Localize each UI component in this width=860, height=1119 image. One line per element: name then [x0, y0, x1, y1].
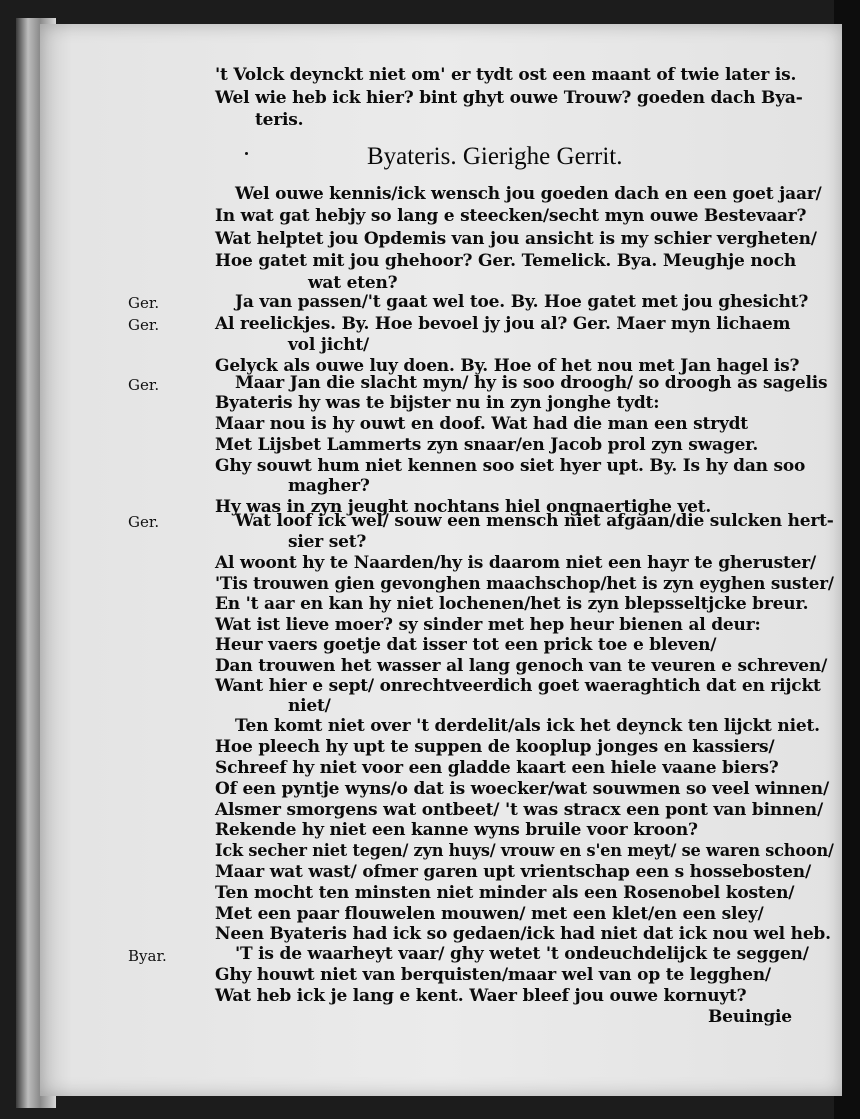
verse-line: Ick secher niet tegen/ zyn huys/ vrouw en s'en meyt/ se waren schoon/ — [215, 841, 834, 861]
text-line: Wel wie heb ick hier? bint ghyt ouwe Trouw? goeden dach Bya- — [215, 88, 803, 108]
verse-line: In wat gat hebjy so lang e steecken/secht myn ouwe Bestevaar? — [215, 206, 807, 226]
verse-line: Wat heb ick je lang e kent. Waer bleef jou ouwe kornuyt? — [215, 986, 747, 1006]
verse-line: Maar Jan die slacht myn/ hy is soo droogh/ so droogh as sagelis — [235, 373, 828, 393]
verse-line: En 't aar en kan hy niet lochenen/het is zyn blepsseltjcke breur. — [215, 594, 809, 614]
verse-line: Ja van passen/'t gaat wel toe. By. Hoe gatet met jou ghesicht? — [235, 292, 809, 312]
verse-line: Hoe pleech hy upt te suppen de kooplup jonges en kassiers/ — [215, 737, 775, 757]
text-line: 't Volck deynckt niet om' er tydt ost een maant of twie later is. — [215, 65, 797, 85]
speaker-label: Ger. — [128, 316, 160, 334]
verse-line: Of een pyntje wyns/o dat is woecker/wat souwmen so veel winnen/ — [215, 779, 829, 799]
verse-line: Wel ouwe kennis/ick wensch jou goeden dach en een goet jaar/ — [235, 184, 822, 204]
verse-line: Maar wat wast/ ofmer garen upt vrientschap een s hossebosten/ — [215, 862, 811, 882]
ornament-dot — [245, 152, 248, 155]
verse-line: Heur vaers goetje dat isser tot een prick toe e bleven/ — [215, 635, 717, 655]
speaker-label: Ger. — [128, 294, 160, 312]
verse-line: Al woont hy te Naarden/hy is daarom niet een hayr te gheruster/ — [215, 553, 816, 573]
verse-line: 'Tis trouwen gien gevonghen maachschop/het is zyn eyghen suster/ — [215, 574, 834, 594]
verse-line: vol jicht/ — [288, 335, 369, 355]
verse-line: Alsmer smorgens wat ontbeet/ 't was stracx een pont van binnen/ — [215, 800, 823, 820]
speaker-label: Ger. — [128, 376, 160, 394]
verse-line: Ghy souwt hum niet kennen soo siet hyer upt. By. Is hy dan soo — [215, 456, 806, 476]
verse-line: Met Lijsbet Lammerts zyn snaar/en Jacob prol zyn swager. — [215, 435, 759, 455]
verse-line: Gelyck als ouwe luy doen. By. Hoe of het nou met Jan hagel is? — [215, 356, 800, 376]
verse-line: Maar nou is hy ouwt en doof. Wat had die man een strydt — [215, 414, 748, 434]
book-page — [40, 24, 842, 1096]
catchword: Beuingie — [708, 1007, 792, 1027]
verse-line: Wat ist lieve moer? sy sinder met hep heur bienen al deur: — [215, 615, 761, 635]
verse-line: niet/ — [288, 696, 331, 716]
verse-line: sier set? — [288, 532, 367, 552]
scene-heading: Byateris. Gierighe Gerrit. — [367, 143, 623, 170]
verse-line: Al reelickjes. By. Hoe bevoel jy jou al? Ger. Maer myn lichaem — [215, 314, 791, 334]
verse-line: Rekende hy niet een kanne wyns bruile voor kroon? — [215, 820, 698, 840]
verse-line: 'T is de waarheyt vaar/ ghy wetet 't ondeuchdelijck te seggen/ — [235, 944, 809, 964]
verse-line: Hoe gatet mit jou ghehoor? Ger. Temelick. Bya. Meughje noch — [215, 251, 797, 271]
verse-line: Want hier e sept/ onrechtveerdich goet waeraghtich dat en rijckt — [215, 676, 821, 696]
text-line: teris. — [255, 110, 304, 130]
verse-line: Ten komt niet over 't derdelit/als ick het deynck ten lijckt niet. — [235, 716, 820, 736]
speaker-label: Byar. — [128, 947, 167, 965]
verse-line: Wat loof ick wel/ souw een mensch niet afgaan/die sulcken hert- — [235, 511, 834, 531]
verse-line: Ghy houwt niet van berquisten/maar wel van op te legghen/ — [215, 965, 771, 985]
verse-line: Schreef hy niet voor een gladde kaart een hiele vaane biers? — [215, 758, 779, 778]
verse-line: magher? — [288, 476, 370, 496]
verse-line: Ten mocht ten minsten niet minder als een Rosenobel kosten/ — [215, 883, 795, 903]
verse-line: Met een paar flouwelen mouwen/ met een klet/en een sley/ — [215, 904, 764, 924]
verse-line: Byateris hy was te bijster nu in zyn jonghe tydt: — [215, 393, 660, 413]
verse-line: wat eten? — [308, 273, 398, 293]
verse-line: Neen Byateris had ick so gedaen/ick had niet dat ick nou wel heb. — [215, 924, 831, 944]
verse-line: Wat helptet jou Opdemis van jou ansicht is my schier vergheten/ — [215, 229, 817, 249]
speaker-label: Ger. — [128, 513, 160, 531]
verse-line: Hy was in zyn jeught nochtans hiel ongnaertighe vet. — [215, 497, 712, 517]
verse-line: Dan trouwen het wasser al lang genoch van te veuren e schreven/ — [215, 656, 828, 676]
